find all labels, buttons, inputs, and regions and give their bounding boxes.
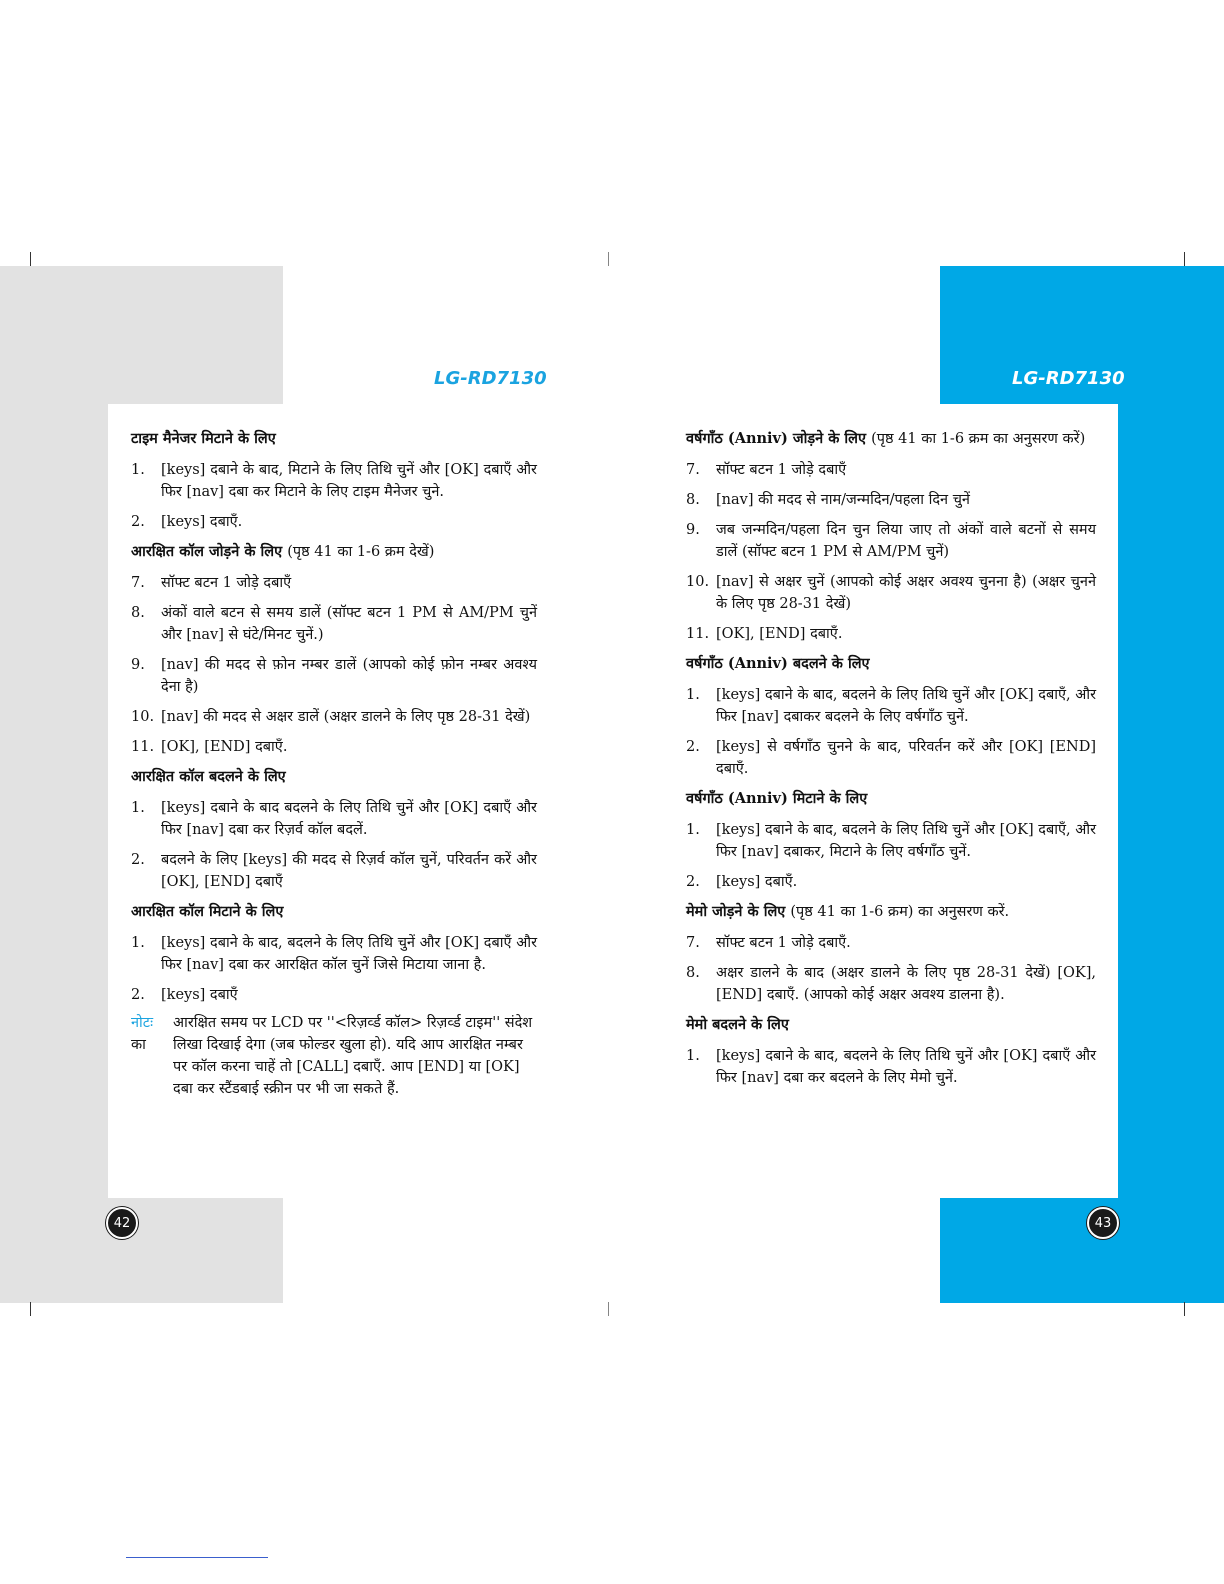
item-number: 2.	[131, 514, 145, 530]
item-text: [keys] दबाने के बाद, मिटाने के लिए तिथि चुनें और [OK] दबाएँ और फिर [nav] दबा कर मिटाने के लिए टाइम मैनेजर चुने.	[161, 462, 537, 500]
item-text: जब जन्मदिन/पहला दिन चुन लिया जाए तो अंकों वाले बटनों से समय डालें (सॉफ्ट बटन 1 PM से AM/PM चुनें)	[716, 522, 1096, 560]
item-number: 1.	[686, 1048, 700, 1064]
item-text: अक्षर डालने के बाद (अक्षर डालने के लिए पृष्ठ 28-31 देखें) [OK], [END] दबाएँ. (आपको कोई अक्षर अवश्य डालना है).	[716, 965, 1096, 1003]
crop-mark	[1184, 1302, 1185, 1316]
item-number: 7.	[686, 935, 700, 951]
crop-mark	[30, 1302, 31, 1316]
list-item	[686, 962, 1096, 1006]
section-heading	[131, 541, 537, 563]
section-heading: टाइम मैनेजर मिटाने के लिए	[131, 430, 276, 447]
note	[131, 1012, 537, 1100]
item-number: 2.	[131, 852, 145, 868]
list-item	[131, 511, 537, 533]
heading-plain: (पृष्ठ 41 का 1-6 क्रम का अनुसरण करें)	[871, 431, 1086, 447]
item-number: 11.	[686, 626, 710, 642]
list-item	[686, 871, 1096, 893]
item-number: 8.	[131, 605, 145, 621]
item-text: बदलने के लिए [keys] की मदद से रिज़र्व कॉल चुनें, परिवर्तन करें और [OK], [END] दबाएँ	[161, 852, 537, 890]
item-text: [OK], [END] दबाएँ.	[161, 739, 288, 755]
item-number: 8.	[686, 492, 700, 508]
item-number: 8.	[686, 965, 700, 981]
item-number: 10.	[686, 574, 710, 590]
item-number: 1.	[131, 462, 145, 478]
note-label-text: नोटः	[131, 1015, 154, 1031]
crop-mark	[30, 252, 31, 266]
item-text: [keys] दबाने के बाद, बदलने के लिए तिथि चुनें और [OK] दबाएँ और फिर [nav] दबा कर आरक्षित कॉल चुनें जिसे मिटाया जाना है.	[161, 935, 537, 973]
list-item	[131, 602, 537, 646]
list-item	[686, 1045, 1096, 1089]
page-number-right: 43	[1087, 1207, 1119, 1239]
list-item	[686, 736, 1096, 780]
item-number: 1.	[686, 822, 700, 838]
section-heading: मेमो बदलने के लिए	[686, 1016, 789, 1033]
item-text: [keys] दबाएँ	[161, 987, 238, 1003]
section-heading	[686, 901, 1096, 923]
item-number: 1.	[686, 687, 700, 703]
list-item	[686, 932, 1096, 954]
list-item	[131, 984, 537, 1006]
model-title-right: LG-RD7130	[1012, 368, 1125, 389]
item-number: 2.	[131, 987, 145, 1003]
item-text: सॉफ्ट बटन 1 जोड़े दबाएँ.	[716, 935, 851, 951]
item-text: अंकों वाले बटन से समय डालें (सॉफ्ट बटन 1 PM से AM/PM चुनें और [nav] से घंटे/मिनट चुनें.)	[161, 605, 537, 643]
list-item	[131, 736, 537, 758]
section-heading: आरक्षित कॉल बदलने के लिए	[131, 768, 286, 785]
list-item	[686, 489, 1096, 511]
list-item	[686, 819, 1096, 863]
heading-plain: (पृष्ठ 41 का 1-6 क्रम) का अनुसरण करें.	[790, 904, 1010, 920]
item-number: 1.	[131, 800, 145, 816]
list-item	[131, 654, 537, 698]
section-heading: आरक्षित कॉल मिटाने के लिए	[131, 903, 284, 920]
item-text: [keys] दबाने के बाद, बदलने के लिए तिथि चुनें और [OK] दबाएँ और फिर [nav] दबा कर बदलने के लिए मेमो चुनें.	[716, 1048, 1097, 1086]
item-text: [keys] से वर्षगाँठ चुनने के बाद, परिवर्तन करें और [OK] [END] दबाएँ.	[716, 739, 1096, 777]
item-text: सॉफ्ट बटन 1 जोड़े दबाएँ	[716, 462, 847, 478]
item-number: 2.	[686, 874, 700, 890]
crop-mark	[608, 252, 609, 266]
note-ka: का	[131, 1037, 146, 1053]
item-text: [keys] दबाने के बाद, बदलने के लिए तिथि चुनें और [OK] दबाएँ, और फिर [nav] दबाकर, मिटाने के लिए वर्षगाँठ चुनें.	[716, 822, 1096, 860]
list-item	[131, 797, 537, 841]
item-number: 9.	[686, 522, 700, 538]
heading-plain: (पृष्ठ 41 का 1-6 क्रम देखें)	[287, 544, 435, 560]
list-item	[686, 623, 1096, 645]
item-text: [nav] की मदद से अक्षर डालें (अक्षर डालने के लिए पृष्ठ 28-31 देखें)	[161, 709, 531, 725]
page-number-left: 42	[106, 1207, 138, 1239]
item-number: 11.	[131, 739, 155, 755]
item-text: [keys] दबाने के बाद बदलने के लिए तिथि चुनें और [OK] दबाएँ और फिर [nav] दबा कर रिज़र्व कॉल बदलें.	[161, 800, 537, 838]
note-text: आरक्षित समय पर LCD पर ''<रिज़र्व्ड कॉल> रिज़र्व्ड टाइम'' संदेश लिखा दिखाई देगा (जब फोल्डर खुला हो). यदि आप आरक्षित नम्बर पर कॉल करना चाहें तो [CALL] दबाएँ. आप [END] या [OK] दबा कर स्टैंडबाई स्क्रीन पर भी जा सकते हैं.	[173, 1015, 533, 1097]
item-number: 7.	[131, 575, 145, 591]
right-column	[686, 428, 1096, 1097]
item-text: [nav] की मदद से नाम/जन्मदिन/पहला दिन चुनें	[716, 492, 970, 508]
crop-mark	[608, 1302, 609, 1316]
model-title-left: LG-RD7130	[434, 368, 547, 389]
crop-mark	[1184, 252, 1185, 266]
list-item	[131, 706, 537, 728]
item-text: [OK], [END] दबाएँ.	[716, 626, 843, 642]
heading-bold: मेमो जोड़ने के लिए	[686, 903, 786, 920]
heading-bold: आरक्षित कॉल जोड़ने के लिए	[131, 543, 283, 560]
item-number: 10.	[131, 709, 155, 725]
list-item	[131, 849, 537, 893]
section-heading: वर्षगाँठ (Anniv) बदलने के लिए	[686, 655, 870, 672]
item-text: [keys] दबाएँ.	[716, 874, 798, 890]
section-heading	[686, 428, 1096, 450]
item-number: 9.	[131, 657, 145, 673]
left-column	[131, 428, 537, 1100]
item-text: [nav] की मदद से फ़ोन नम्बर डालें (आपको कोई फ़ोन नम्बर अवश्य देना है)	[161, 657, 537, 695]
heading-bold: वर्षगाँठ (Anniv) जोड़ने के लिए	[686, 430, 867, 447]
item-number: 2.	[686, 739, 700, 755]
list-item	[686, 571, 1096, 615]
list-item	[686, 459, 1096, 481]
note-label	[131, 1012, 173, 1100]
item-number: 1.	[131, 935, 145, 951]
item-number: 7.	[686, 462, 700, 478]
bottom-rule	[126, 1557, 268, 1558]
list-item	[686, 519, 1096, 563]
item-text: [keys] दबाने के बाद, बदलने के लिए तिथि चुनें और [OK] दबाएँ, और फिर [nav] दबाकर बदलने के लिए वर्षगाँठ चुनें.	[716, 687, 1096, 725]
list-item	[131, 572, 537, 594]
section-heading: वर्षगाँठ (Anniv) मिटाने के लिए	[686, 790, 868, 807]
item-text: [keys] दबाएँ.	[161, 514, 243, 530]
list-item	[686, 684, 1096, 728]
list-item	[131, 932, 537, 976]
item-text: सॉफ्ट बटन 1 जोड़े दबाएँ	[161, 575, 292, 591]
item-text: [nav] से अक्षर चुनें (आपको कोई अक्षर अवश्य चुनना है) (अक्षर चुनने के लिए पृष्ठ 28-31 देखें)	[716, 574, 1096, 612]
list-item	[131, 459, 537, 503]
